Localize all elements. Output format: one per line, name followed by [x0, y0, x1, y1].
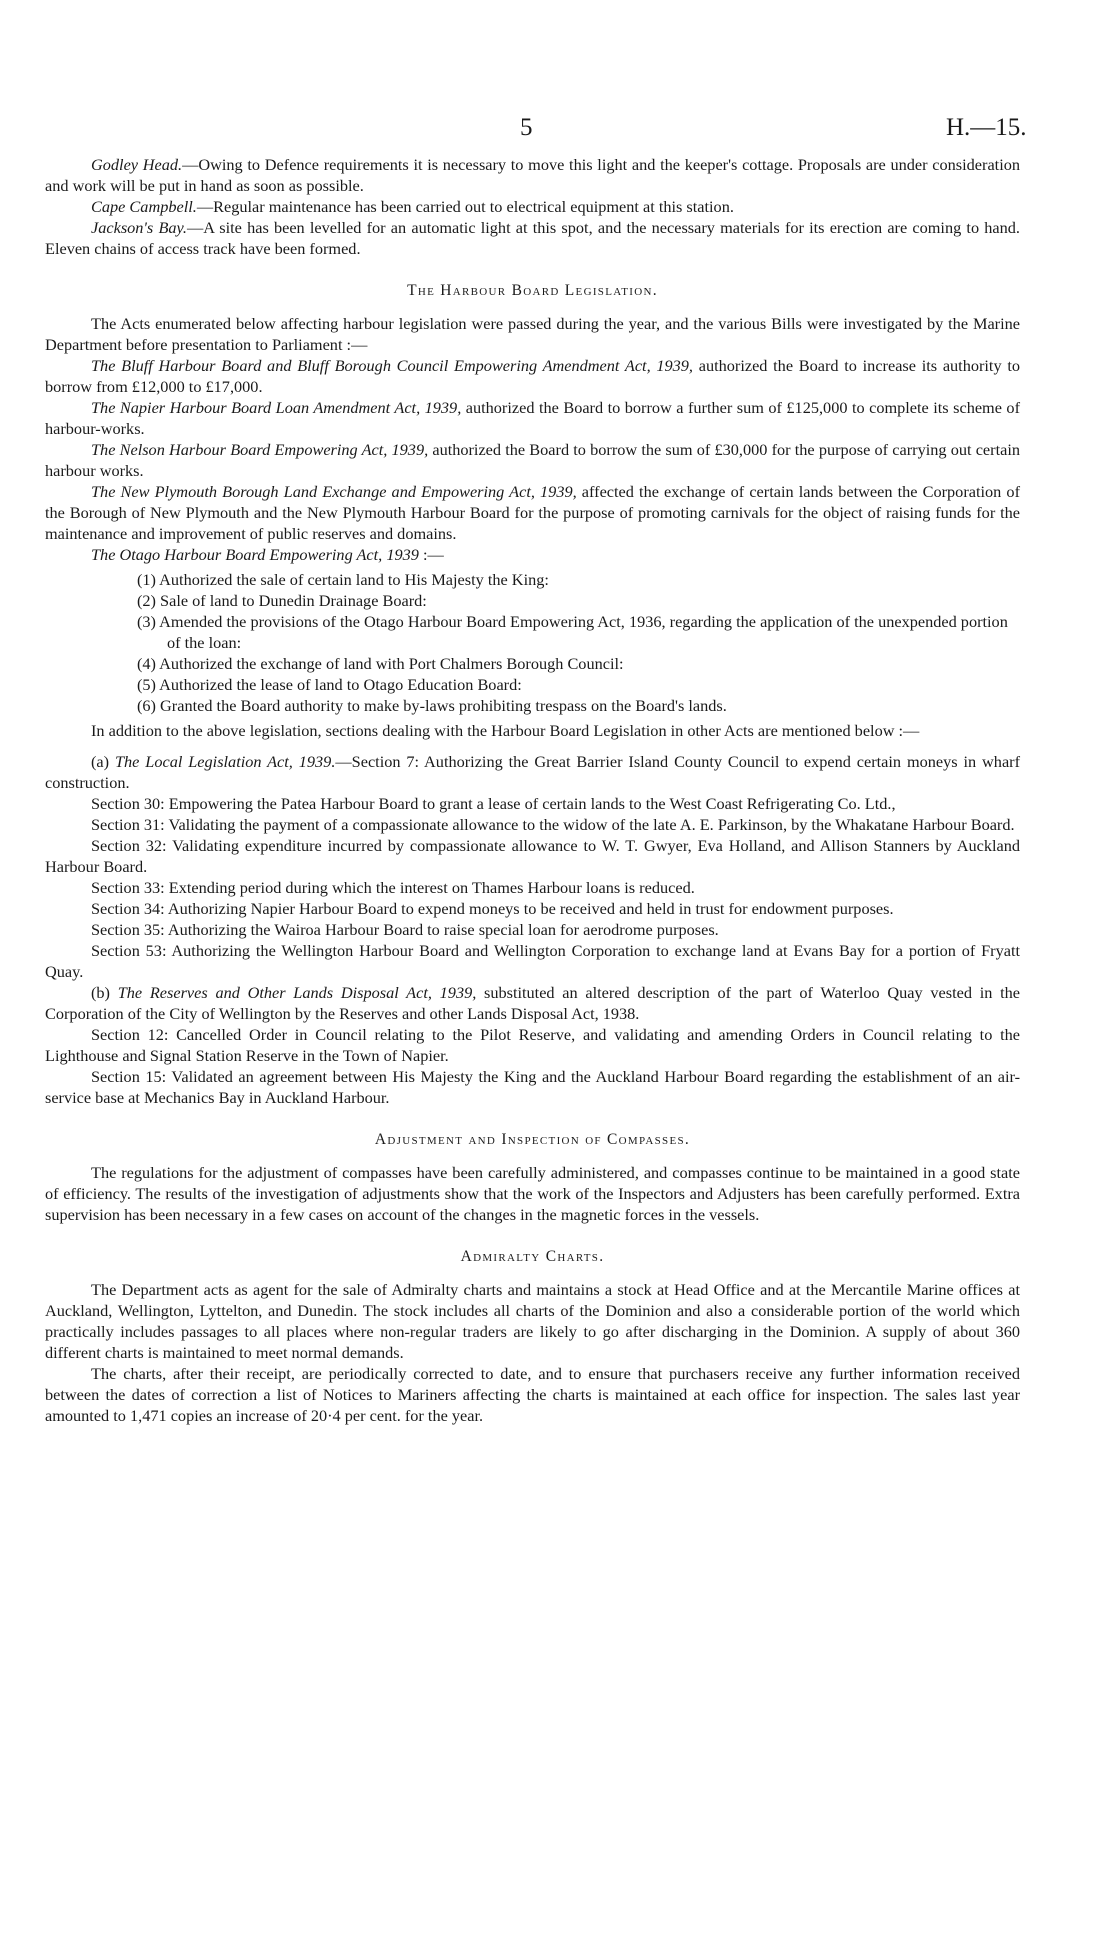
local-legislation-title: The Local Legislation Act, 1939.	[114, 752, 336, 771]
list-item: (5) Authorized the lease of land to Otago Education Board:	[137, 675, 522, 694]
list-item: (6) Granted the Board authority to make by-laws prohibiting trespass on the Board's lands.	[137, 696, 727, 715]
list-item: (1) Authorized the sale of certain land to His Majesty the King:	[137, 570, 549, 589]
reserves-act	[45, 982, 1020, 1024]
heading-compasses: Adjustment and Inspection of Compasses.	[374, 1131, 691, 1148]
section-12: Section 12: Cancelled Order in Council relating to the Pilot Reserve, and validating and amending Orders in Council relating to the Lighthouse and Signal Station Reserve in the Town of Napier.	[45, 1025, 1020, 1065]
local-legislation-section-7: —Section 7: Authorizing the Great Barrier Island County Council to expend certain moneys in wharf construction.	[45, 752, 1021, 792]
act-new-plymouth	[45, 481, 1020, 544]
page-number: 5	[520, 114, 533, 141]
section-30: Section 30: Empowering the Patea Harbour Board to grant a lease of certain lands to the West Coast Refrigerating Co. Ltd.,	[91, 794, 896, 813]
document-reference: H.—15.	[946, 114, 1027, 141]
act-napier-title: The Napier Harbour Board Loan Amendment Act, 1939,	[91, 398, 462, 417]
reserves-prefix: (b)	[91, 983, 118, 1002]
section-33: Section 33: Extending period during which the interest on Thames Harbour loans is reduced.	[91, 878, 695, 897]
section-31: Section 31: Validating the payment of a compassionate allowance to the widow of the late A. E. Parkinson, by the Whakatane Harbour Board.	[91, 815, 1015, 834]
act-nelson-title: The Nelson Harbour Board Empowering Act, 1939,	[91, 440, 429, 459]
act-napier-text: authorized the Board to borrow a further sum of £125,000 to complete its scheme of harbour-works.	[45, 398, 1020, 438]
compasses-paragraph: The regulations for the adjustment of compasses have been carefully administered, and compasses continue to be maintained in a good state of efficiency. The results of the investigation of adjustments show that the work of the Inspectors and Adjusters has been carefully performed. Extra supervision has been necessary in a few cases on account of the changes in the magnetic forces in the vessels.	[45, 1163, 1020, 1224]
paragraph-cape-campbell	[45, 196, 1020, 217]
cape-campbell-text: —Regular maintenance has been carried out to electrical equipment at this station.	[196, 197, 734, 216]
heading-admiralty-charts: Admiralty Charts.	[460, 1248, 605, 1265]
section-32: Section 32: Validating expenditure incurred by compassionate allowance to W. T. Gwyer, Eva Holland, and Allison Stanners by Auckland Harbour Board.	[45, 836, 1020, 876]
paragraph-jacksons-bay	[45, 217, 1020, 259]
jacksons-bay-title: Jackson's Bay.	[91, 218, 187, 237]
local-prefix: (a)	[91, 752, 115, 771]
act-otago-title: The Otago Harbour Board Empowering Act, 1939	[91, 545, 419, 564]
section-15: Section 15: Validated an agreement between His Majesty the King and the Auckland Harbour Board regarding the establishment of an air-service base at Mechanics Bay in Auckland Harbour.	[45, 1067, 1020, 1107]
cape-campbell-title: Cape Campbell.	[91, 197, 197, 216]
local-legislation-act	[45, 751, 1020, 793]
act-new-plymouth-title: The New Plymouth Borough Land Exchange and Empowering Act, 1939,	[91, 482, 577, 501]
other-acts-intro: In addition to the above legislation, sections dealing with the Harbour Board Legislation in other Acts are mentioned below :—	[91, 721, 920, 740]
list-item: (4) Authorized the exchange of land with Port Chalmers Borough Council:	[137, 654, 624, 673]
charts-paragraph-2: The charts, after their receipt, are periodically corrected to date, and to ensure that purchasers receive any further information received between the dates of correction a list of Notices to Mariners affecting the charts is maintained at each office for inspection. The sales last year amounted to 1,471 copies an increase of 20·4 per cent. for the year.	[45, 1364, 1020, 1425]
act-otago-suffix: :—	[418, 545, 444, 564]
otago-provisions-list	[45, 569, 1020, 716]
act-new-plymouth-text: affected the exchange of certain lands between the Corporation of the Borough of New Plymouth and the New Plymouth Harbour Board for the purpose of promoting carnivals for the object of raising funds for the maintenance and improvement of public reserves and domains.	[45, 482, 1020, 543]
section-53: Section 53: Authorizing the Wellington Harbour Board and Wellington Corporation to exchange land at Evans Bay for a portion of Fryatt Quay.	[45, 941, 1020, 981]
page-body	[45, 154, 1020, 1426]
list-item: (2) Sale of land to Dunedin Drainage Board:	[137, 591, 427, 610]
act-bluff-text: authorized the Board to increase its authority to borrow from £12,000 to £17,000.	[45, 356, 1020, 396]
act-nelson-text: authorized the Board to borrow the sum of £30,000 for the purpose of carrying out certain harbour works.	[45, 440, 1020, 480]
act-bluff	[45, 355, 1020, 397]
heading-harbour-board-legislation: The Harbour Board Legislation.	[407, 282, 658, 299]
list-item: (3) Amended the provisions of the Otago Harbour Board Empowering Act, 1936, regarding the application of the unexpended portion of the loan:	[137, 612, 1008, 652]
act-nelson	[45, 439, 1020, 481]
reserves-act-text: substituted an altered description of the part of Waterloo Quay vested in the Corporation of the City of Wellington by the Reserves and other Lands Disposal Act, 1938.	[45, 983, 1020, 1023]
charts-paragraph-1: The Department acts as agent for the sale of Admiralty charts and maintains a stock at Head Office and at the Mercantile Marine offices at Auckland, Wellington, Lyttelton, and Dunedin. The stock includes all charts of the Dominion and also a considerable portion of the world which practically includes passages to all places where non-regular traders are likely to go after discharging in the Dominion. A supply of about 360 different charts is maintained to meet normal demands.	[45, 1280, 1020, 1362]
godley-head-text: —Owing to Defence requirements it is necessary to move this light and the keeper's cottage. Proposals are under consideration and work will be put in hand as soon as possible.	[45, 155, 1021, 195]
section-35: Section 35: Authorizing the Wairoa Harbour Board to raise special loan for aerodrome purposes.	[91, 920, 719, 939]
act-bluff-title: The Bluff Harbour Board and Bluff Borough Council Empowering Amendment Act, 1939,	[91, 356, 693, 375]
act-napier	[45, 397, 1020, 439]
jacksons-bay-text: —A site has been levelled for an automatic light at this spot, and the necessary materials for its erection are coming to hand. Eleven chains of access track have been formed.	[45, 218, 1020, 258]
godley-head-title: Godley Head.	[91, 155, 183, 174]
paragraph-godley-head	[45, 154, 1020, 196]
reserves-act-title: The Reserves and Other Lands Disposal Act, 1939,	[117, 983, 477, 1002]
act-otago	[45, 544, 1020, 565]
section-34: Section 34: Authorizing Napier Harbour Board to expend moneys to be received and held in trust for endowment purposes.	[91, 899, 894, 918]
harbour-intro: The Acts enumerated below affecting harbour legislation were passed during the year, and the various Bills were investigated by the Marine Department before presentation to Parliament :—	[45, 314, 1020, 354]
